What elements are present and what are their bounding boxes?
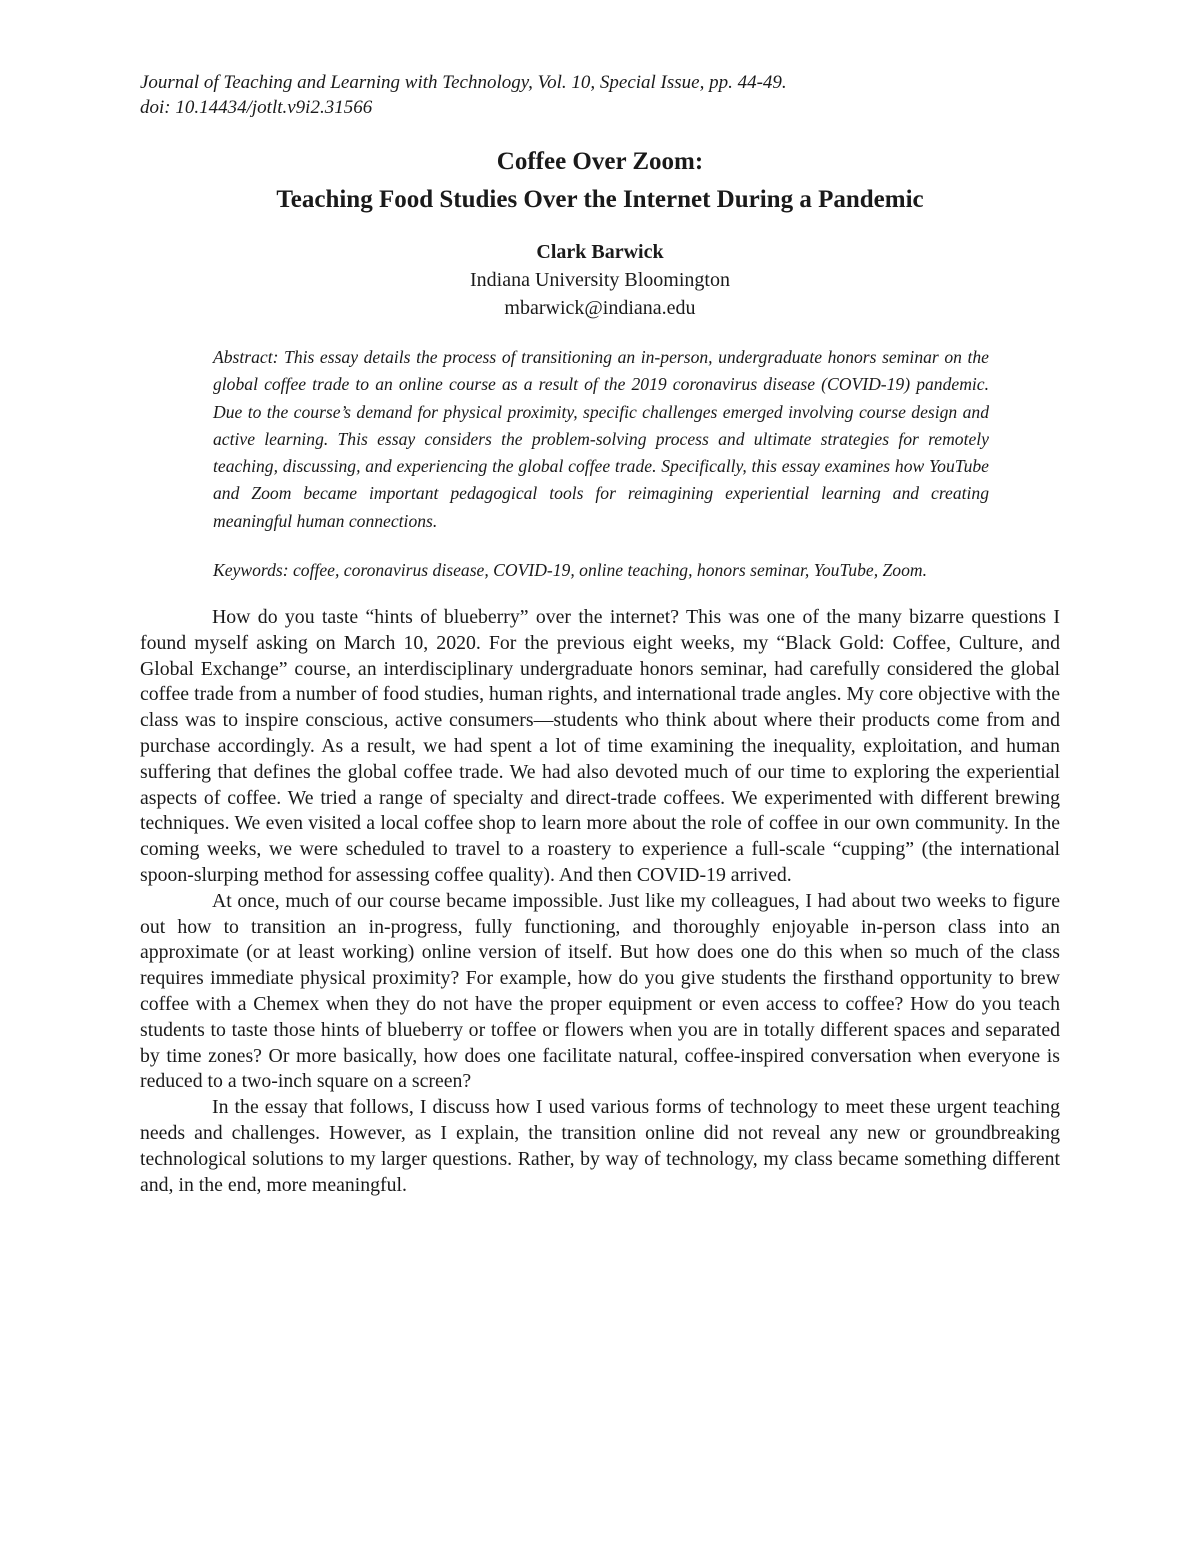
doi-line: doi: 10.14434/jotlt.v9i2.31566 [140,97,373,118]
keywords: Keywords: coffee, coronavirus disease, COVID-19, online teaching, honors seminar, YouTube, Zoom. [213,560,927,580]
journal-header [140,70,1060,120]
body-paragraph: At once, much of our course became impossible. Just like my colleagues, I had about two weeks to figure out how to transition an in-progress, fully functioning, and thoroughly enjoyable in-person class into an approximate (or at least working) online version of itself. But how does one do this when so much of the class requires immediate physical proximity? For example, how do you give students the firsthand opportunity to brew coffee with a Chemex when they do not have the proper equipment or even access to coffee? How do you teach students to taste those hints of blueberry or toffee or flowers when you are in totally different spaces and separated by time zones? Or more basically, how does one facilitate natural, coffee-inspired conversation when everyone is reduced to a two-inch square on a screen? [140,889,1060,1093]
body-paragraph: How do you taste “hints of blueberry” over the internet? This was one of the many bizarre questions I found myself asking on March 10, 2020. For the previous eight weeks, my “Black Gold: Coffee, Culture, and Global Exchange” course, an interdisciplinary undergraduate honors seminar, had carefully considered the global coffee trade from a number of food studies, human rights, and international trade angles. My core objective with the class was to inspire conscious, active consumers—students who think about where their products come from and purchase accordingly. As a result, we had spent a lot of time examining the inequality, exploitation, and human suffering that defines the global coffee trade. We had also devoted much of our time to exploring the experiential aspects of coffee. We tried a range of specialty and direct-trade coffees. We experimented with different brewing techniques. We even visited a local coffee shop to learn more about the role of coffee in our own community. In the coming weeks, we were scheduled to travel to a roastery to experience a full-scale “cupping” (the international spoon-slurping method for assessing coffee quality). And then COVID-19 arrived. [140,606,1060,886]
title-line-2: Teaching Food Studies Over the Internet During a Pandemic [276,186,924,213]
author-name: Clark Barwick [536,241,664,263]
author-block [100,238,1100,322]
body-paragraph: In the essay that follows, I discuss how I used various forms of technology to meet these urgent teaching needs and challenges. However, as I explain, the transition online did not reveal any new or groundbreaking technological solutions to my larger questions. Rather, by way of technology, my class became something different and, in the end, more meaningful. [140,1096,1060,1196]
author-email: mbarwick@indiana.edu [504,297,696,319]
journal-citation: Journal of Teaching and Learning with Technology, Vol. 10, Special Issue, pp. 44-49. [140,72,787,93]
title-line-1: Coffee Over Zoom: [496,148,704,175]
abstract: Abstract: This essay details the process of transitioning an in-person, undergraduate honors seminar on the global coffee trade to an online course as a result of the 2019 coronavirus disease (COVID-19) pandemic. Due to the course’s demand for physical proximity, specific challenges emerged involving course design and active learning. This essay considers the problem-solving process and ultimate strategies for remotely teaching, discussing, and experiencing the global coffee trade. Specifically, this essay examines how YouTube and Zoom became important pedagogical tools for reimagining experiential learning and creating meaningful human connections. [213,347,989,531]
paper-title [100,143,1100,219]
body-text [140,605,1060,1198]
author-affiliation: Indiana University Bloomington [470,269,730,291]
